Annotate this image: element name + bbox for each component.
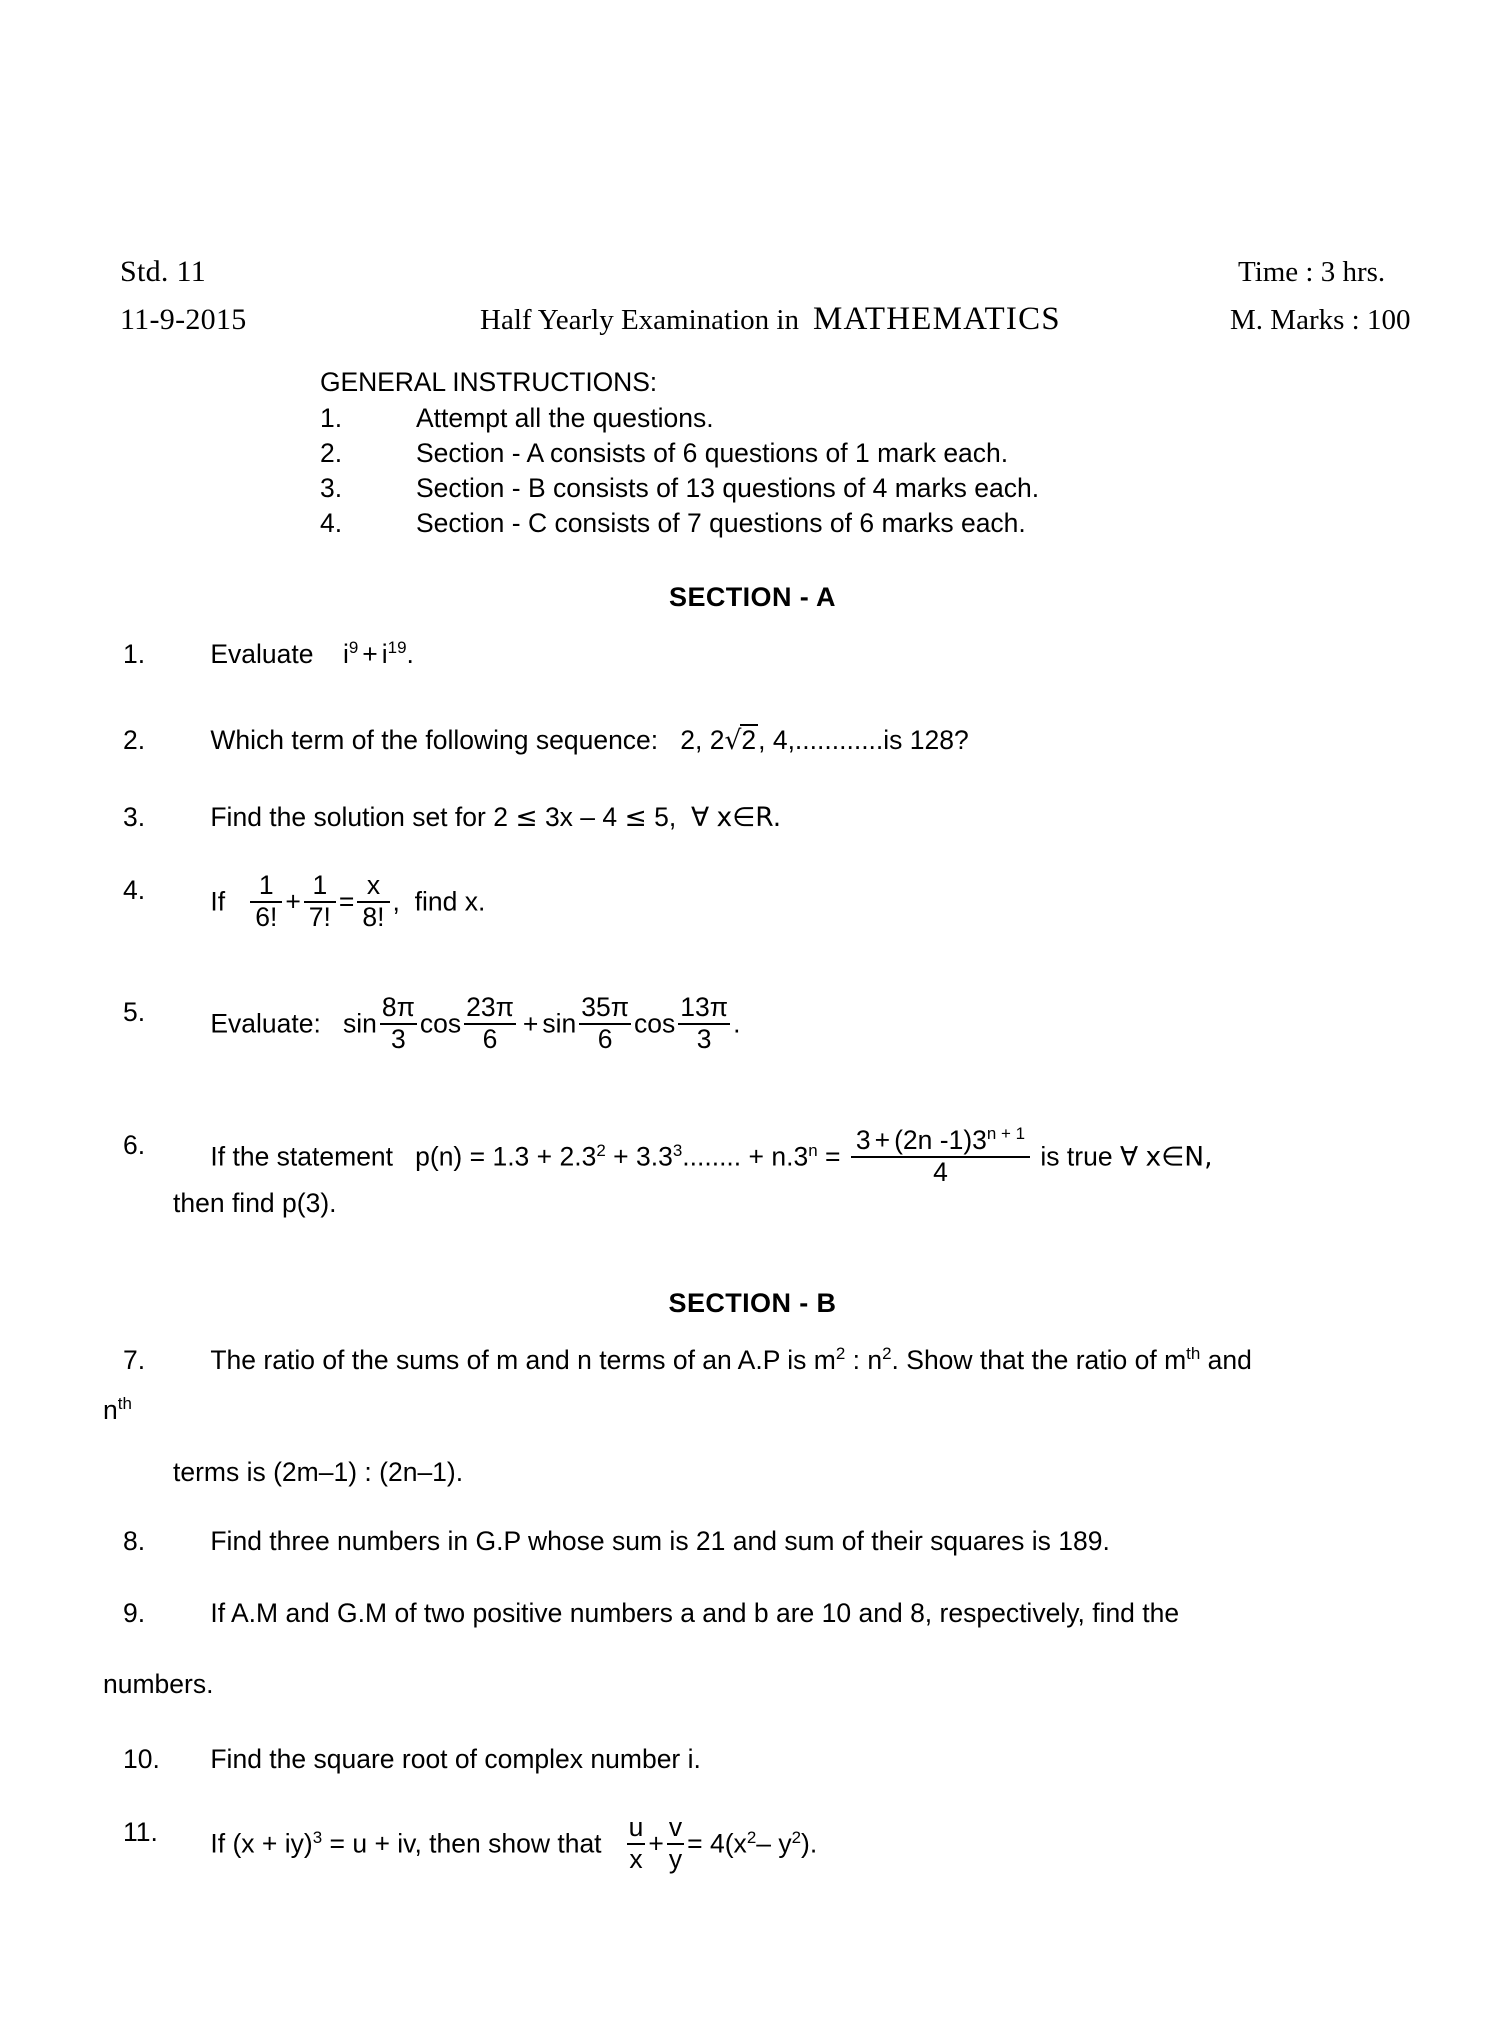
instruction-text: Section - C consists of 7 questions of 6 marks each. bbox=[416, 508, 1026, 538]
instruction-number: 3. bbox=[320, 473, 343, 503]
question-text bbox=[210, 800, 781, 835]
fraction-numerator: v bbox=[667, 1813, 684, 1845]
section-a-heading: SECTION - A bbox=[669, 582, 836, 612]
fraction-numerator bbox=[851, 1126, 1030, 1158]
question-4 bbox=[123, 870, 486, 934]
q6-fraction bbox=[851, 1126, 1030, 1187]
question-7-line-3: terms is (2m–1) : (2n–1). bbox=[173, 1457, 464, 1487]
section-b-heading: SECTION - B bbox=[668, 1288, 837, 1318]
q6-equals: = bbox=[825, 1141, 841, 1172]
instruction-text: Attempt all the questions. bbox=[416, 403, 714, 433]
question-number: 8. bbox=[123, 1526, 146, 1556]
question-10 bbox=[123, 1742, 701, 1776]
question-text bbox=[210, 723, 968, 758]
q3-le-2: ≤ bbox=[624, 802, 647, 833]
q11-rhs-minus: – y bbox=[756, 1828, 792, 1859]
q4-plus: + bbox=[285, 886, 301, 917]
question-8 bbox=[123, 1524, 1110, 1558]
q1-plus: + bbox=[362, 639, 378, 669]
q3-text-a: Find the solution set for bbox=[210, 802, 486, 832]
instruction-item-2 bbox=[320, 436, 1039, 471]
exam-subject: MATHEMATICS bbox=[812, 301, 1061, 337]
q4-fraction-3 bbox=[357, 871, 389, 932]
q1-lead: Evaluate bbox=[210, 639, 314, 669]
q4-equals: = bbox=[338, 886, 355, 917]
instruction-number: 2. bbox=[320, 438, 343, 468]
fraction-numerator: 1 bbox=[304, 871, 336, 903]
fraction-denominator: x bbox=[629, 1843, 643, 1874]
q6-pn: p(n) = 1.3 + 2.3 bbox=[415, 1141, 597, 1172]
q6-dots: ........ + n.3 bbox=[682, 1141, 809, 1172]
instruction-item-4 bbox=[320, 506, 1039, 541]
q1-base-1: i bbox=[342, 639, 349, 669]
q7-line2-sup: th bbox=[117, 1394, 132, 1414]
instruction-text: Section - B consists of 13 questions of 4 marks each. bbox=[416, 473, 1040, 503]
q3-middle: 3x – 4 bbox=[544, 802, 618, 832]
question-text: Find the square root of complex number i. bbox=[210, 1744, 701, 1774]
exam-title-block bbox=[480, 301, 1180, 338]
q6-exp-3: n bbox=[808, 1140, 818, 1160]
instructions-title: GENERAL INSTRUCTIONS: bbox=[320, 367, 658, 397]
question-2 bbox=[123, 723, 969, 758]
question-5 bbox=[123, 992, 741, 1056]
question-6 bbox=[123, 1124, 1213, 1189]
q3-le-1: ≤ bbox=[515, 802, 538, 833]
q5-cos-2: cos bbox=[634, 1008, 676, 1039]
q11-equals: = bbox=[687, 1828, 703, 1859]
question-number: 9. bbox=[123, 1598, 146, 1628]
question-text bbox=[210, 992, 741, 1056]
q5-fraction-1 bbox=[380, 993, 417, 1054]
q7-part-1: The ratio of the sums of m and n terms of an A.P is m bbox=[210, 1345, 836, 1375]
q4-fraction-2 bbox=[304, 871, 336, 932]
exam-time: Time : 3 hrs. bbox=[1238, 256, 1386, 288]
q6-exp-1: 2 bbox=[596, 1140, 606, 1160]
question-text bbox=[210, 1812, 818, 1876]
q5-lead: Evaluate: bbox=[210, 1008, 321, 1039]
fraction-numerator: u bbox=[627, 1813, 646, 1845]
q7-colon: : n bbox=[852, 1345, 883, 1375]
q7-sup-3: th bbox=[1186, 1344, 1201, 1364]
question-text: Find three numbers in G.P whose sum is 21 and sum of their squares is 189. bbox=[210, 1526, 1110, 1556]
instruction-item-1 bbox=[320, 401, 1039, 436]
header-row-top bbox=[120, 255, 1440, 301]
fraction-denominator: 4 bbox=[933, 1156, 948, 1187]
q7-sup-1: 2 bbox=[835, 1344, 846, 1364]
question-11 bbox=[123, 1812, 818, 1876]
q6-domain: x∈N, bbox=[1145, 1141, 1213, 1173]
fraction-denominator: 8! bbox=[362, 901, 385, 932]
q2-first-terms: 2, 2 bbox=[680, 725, 725, 755]
q5-sin-1: sin bbox=[342, 1008, 377, 1039]
q5-fraction-4 bbox=[678, 993, 730, 1054]
header-row-bottom bbox=[120, 301, 1440, 347]
fraction-numerator: 1 bbox=[250, 871, 282, 903]
q1-period: . bbox=[406, 639, 414, 669]
question-text bbox=[210, 1343, 1252, 1377]
fraction-numerator: 35π bbox=[579, 993, 631, 1025]
q4-tail: find x. bbox=[414, 886, 486, 917]
exam-title: Half Yearly Examination in bbox=[480, 304, 799, 336]
question-text bbox=[210, 1124, 1213, 1189]
q3-upper: 5, bbox=[654, 802, 677, 832]
fraction-numerator: x bbox=[357, 871, 389, 903]
q6-plus-1: + 3.3 bbox=[613, 1141, 673, 1172]
fraction-denominator: 3 bbox=[696, 1023, 712, 1054]
exam-header bbox=[120, 255, 1440, 347]
question-number: 5. bbox=[123, 997, 146, 1027]
question-9 bbox=[123, 1596, 1179, 1630]
q3-domain: x∈R. bbox=[716, 802, 782, 833]
q11-exp: 3 bbox=[312, 1827, 323, 1847]
q11-rhs-b: ) bbox=[801, 1828, 810, 1859]
fraction-denominator: 3 bbox=[391, 1023, 406, 1054]
question-number: 2. bbox=[123, 725, 146, 755]
question-number: 4. bbox=[123, 875, 146, 905]
q2-rest: , 4,............is 128? bbox=[758, 725, 969, 755]
fraction-numerator: 13π bbox=[678, 993, 730, 1025]
q3-lower: 2 bbox=[493, 802, 508, 832]
fraction-denominator: 6 bbox=[597, 1023, 613, 1054]
q7-sup-2: 2 bbox=[882, 1344, 892, 1364]
q11-plus: + bbox=[648, 1828, 664, 1859]
question-3 bbox=[123, 800, 781, 835]
q5-cos-1: cos bbox=[419, 1008, 462, 1039]
fraction-denominator: 7! bbox=[308, 901, 331, 932]
q1-exp-2: 19 bbox=[387, 638, 407, 658]
question-7-wrap-n bbox=[103, 1393, 132, 1427]
q4-lead: If bbox=[210, 886, 226, 917]
general-instructions bbox=[320, 365, 1039, 541]
q6-num-exp: n + 1 bbox=[986, 1124, 1026, 1144]
question-9-line-2: numbers. bbox=[103, 1669, 214, 1699]
instruction-number: 1. bbox=[320, 403, 343, 433]
q6-num-a: 3 bbox=[855, 1125, 871, 1155]
instruction-item-3 bbox=[320, 471, 1039, 506]
q1-exp-1: 9 bbox=[348, 638, 359, 658]
question-7 bbox=[123, 1343, 1443, 1377]
q11-rhs-exp-1: 2 bbox=[746, 1827, 757, 1847]
q11-rhs-exp-2: 2 bbox=[791, 1827, 802, 1847]
q7-part-3: and bbox=[1207, 1345, 1252, 1375]
q6-lead: If the statement bbox=[210, 1141, 394, 1172]
forall-icon: ∀ bbox=[690, 802, 710, 833]
q11-period: . bbox=[809, 1828, 818, 1859]
question-number: 6. bbox=[123, 1130, 146, 1160]
question-text: If A.M and G.M of two positive numbers a and b are 10 and 8, respectively, find the bbox=[210, 1598, 1180, 1628]
q6-num-b: (2n -1)3 bbox=[894, 1125, 987, 1155]
q5-sin-2: sin bbox=[542, 1008, 577, 1039]
fraction-numerator: 8π bbox=[380, 993, 417, 1025]
standard-label: Std. 11 bbox=[120, 255, 207, 288]
question-text bbox=[210, 870, 486, 934]
q6-tail: is true bbox=[1040, 1141, 1113, 1172]
fraction-numerator: 23π bbox=[464, 993, 516, 1025]
question-number: 11. bbox=[123, 1817, 158, 1847]
question-number: 10. bbox=[123, 1744, 160, 1774]
q7-line2-n: n bbox=[103, 1395, 118, 1425]
question-text bbox=[210, 637, 414, 671]
q2-text-a: Which term of the following sequence: bbox=[210, 725, 659, 755]
instruction-number: 4. bbox=[320, 508, 343, 538]
q11-fraction-1 bbox=[627, 1813, 646, 1874]
radical-icon: √ bbox=[724, 725, 742, 756]
q1-base-2: i bbox=[381, 639, 388, 669]
q5-plus: + bbox=[522, 1008, 539, 1039]
q6-num-plus: + bbox=[874, 1125, 891, 1155]
forall-icon: ∀ bbox=[1119, 1141, 1139, 1173]
question-number: 1. bbox=[123, 639, 146, 669]
q11-lead-b: = u + iv, then show that bbox=[329, 1828, 602, 1859]
q7-part-2: . Show that the ratio of m bbox=[891, 1345, 1187, 1375]
q11-rhs-a: 4(x bbox=[709, 1828, 747, 1859]
question-6-line-2: then find p(3). bbox=[173, 1188, 337, 1218]
max-marks: M. Marks : 100 bbox=[1230, 304, 1411, 336]
fraction-denominator: 6! bbox=[255, 901, 278, 932]
q5-fraction-2 bbox=[464, 993, 516, 1054]
q11-fraction-2 bbox=[667, 1813, 684, 1874]
q6-exp-2: 3 bbox=[672, 1140, 683, 1160]
q11-lead-a: If (x + iy) bbox=[210, 1828, 313, 1859]
question-number: 7. bbox=[123, 1345, 146, 1375]
q4-fraction-1 bbox=[250, 871, 282, 932]
question-number: 3. bbox=[123, 802, 146, 832]
q4-comma: , bbox=[392, 886, 400, 917]
fraction-denominator: 6 bbox=[482, 1023, 498, 1054]
q5-fraction-3 bbox=[579, 993, 631, 1054]
instruction-text: Section - A consists of 6 questions of 1 mark each. bbox=[416, 438, 1009, 468]
exam-date: 11-9-2015 bbox=[120, 303, 247, 336]
q2-radicand: 2 bbox=[741, 725, 757, 755]
q5-period: . bbox=[733, 1008, 741, 1039]
question-1 bbox=[123, 637, 414, 671]
fraction-denominator: y bbox=[668, 1843, 683, 1874]
